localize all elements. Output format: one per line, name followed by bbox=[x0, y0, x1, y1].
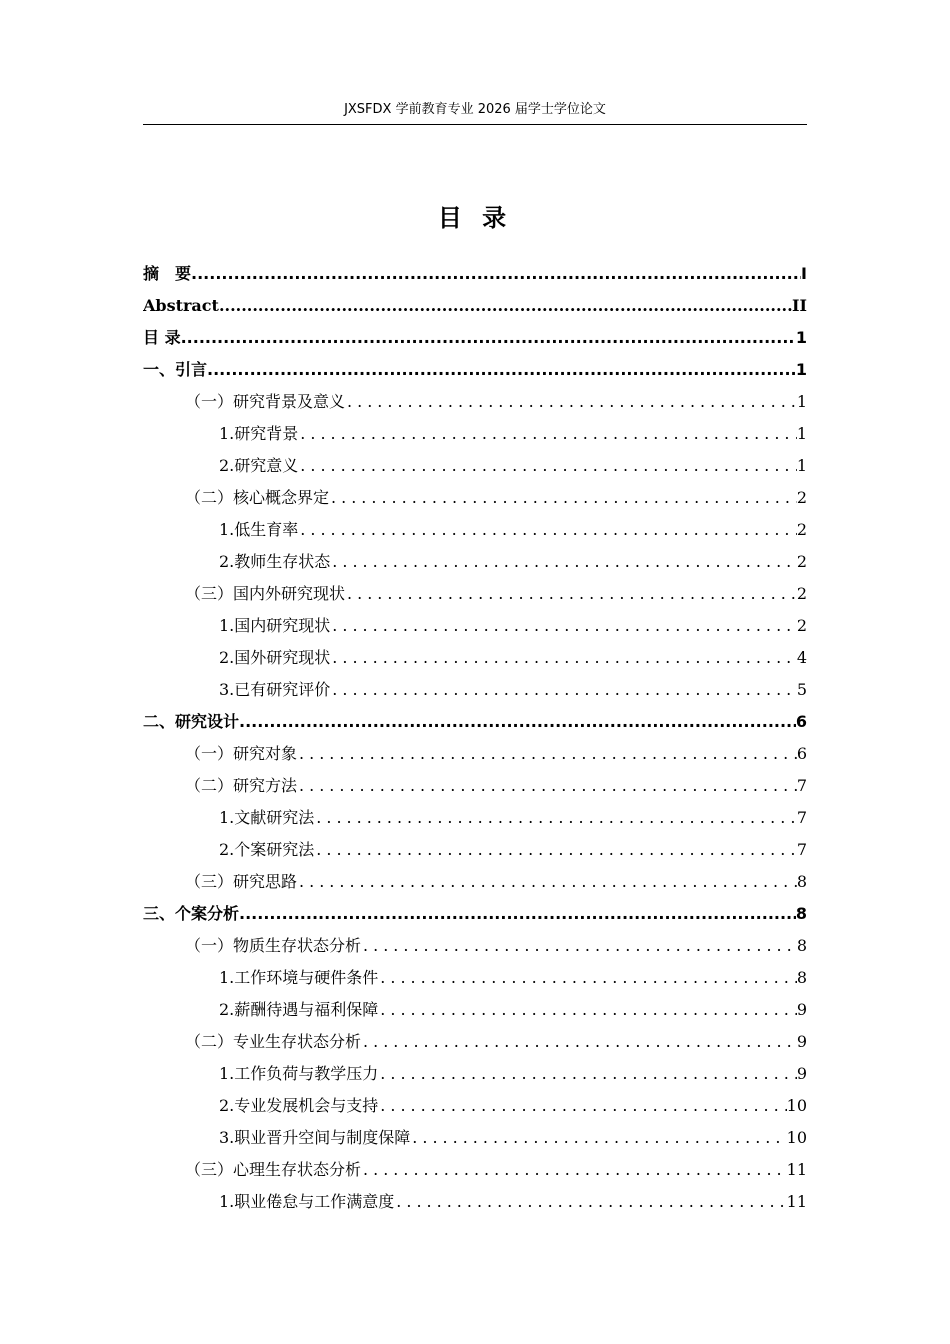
toc-entry-page: 2 bbox=[796, 520, 807, 539]
toc-entry-subsection[interactable] bbox=[143, 962, 807, 994]
toc-entry-page: 11 bbox=[786, 1192, 807, 1211]
toc-entry-section[interactable] bbox=[143, 738, 807, 770]
toc-entry-section[interactable] bbox=[143, 866, 807, 898]
toc-leader-dots bbox=[314, 834, 797, 866]
toc-entry-page: 1 bbox=[796, 456, 807, 475]
toc-entry-label: （一）物质生存状态分析 bbox=[185, 936, 362, 955]
table-of-contents bbox=[143, 258, 807, 1218]
toc-leader-dots bbox=[361, 1154, 787, 1186]
toc-entry-label: 1.文献研究法 bbox=[219, 808, 315, 827]
toc-entry-page: 1 bbox=[795, 360, 807, 379]
toc-entry-chapter-2[interactable] bbox=[143, 706, 807, 738]
toc-entry-page: 2 bbox=[796, 616, 807, 635]
toc-leader-dots bbox=[330, 642, 797, 674]
toc-entry-subsection[interactable] bbox=[143, 1058, 807, 1090]
toc-entry-label: 一、引言 bbox=[143, 360, 208, 379]
toc-entry-subsection[interactable] bbox=[143, 546, 807, 578]
toc-entry-label: 1.职业倦怠与工作满意度 bbox=[219, 1192, 395, 1211]
toc-entry-label: （二）专业生存状态分析 bbox=[185, 1032, 362, 1051]
toc-leader-dots bbox=[207, 354, 796, 386]
toc-entry-label: （三）国内外研究现状 bbox=[185, 584, 346, 603]
toc-entry-label: 2.国外研究现状 bbox=[219, 648, 331, 667]
toc-entry-section[interactable] bbox=[143, 1154, 807, 1186]
toc-entry-subsection[interactable] bbox=[143, 994, 807, 1026]
toc-entry-page: 8 bbox=[796, 936, 807, 955]
toc-leader-dots bbox=[181, 322, 796, 354]
toc-leader-dots bbox=[361, 930, 797, 962]
toc-entry-page: 7 bbox=[796, 808, 807, 827]
toc-entry-page: 2 bbox=[796, 552, 807, 571]
toc-entry-page: 9 bbox=[796, 1064, 807, 1083]
toc-entry-subsection[interactable] bbox=[143, 834, 807, 866]
toc-entry-label: 3.职业晋升空间与制度保障 bbox=[219, 1128, 411, 1147]
toc-leader-dots bbox=[297, 770, 797, 802]
toc-leader-dots bbox=[330, 674, 797, 706]
toc-entry-page: 1 bbox=[795, 328, 807, 347]
toc-entry-page: II bbox=[792, 296, 807, 315]
toc-title: 目 录 bbox=[437, 204, 513, 232]
toc-entry-subsection[interactable] bbox=[143, 802, 807, 834]
toc-entry-page: 2 bbox=[796, 584, 807, 603]
toc-entry-subsection[interactable] bbox=[143, 674, 807, 706]
toc-entry-label: 3.已有研究评价 bbox=[219, 680, 331, 699]
toc-leader-dots bbox=[410, 1122, 786, 1154]
toc-leader-dots bbox=[345, 578, 797, 610]
running-header: JXSFDX 学前教育专业 2026 届学士学位论文 bbox=[344, 102, 606, 117]
toc-entry-label: 1.工作环境与硬件条件 bbox=[219, 968, 379, 987]
toc-leader-dots bbox=[239, 898, 796, 930]
toc-leader-dots bbox=[330, 546, 797, 578]
toc-entry-label: 目 录 bbox=[143, 328, 181, 347]
toc-entry-abstract-cn[interactable] bbox=[143, 258, 807, 290]
toc-leader-dots bbox=[297, 866, 797, 898]
toc-entry-page: 7 bbox=[796, 776, 807, 795]
toc-entry-label: 1.工作负荷与教学压力 bbox=[219, 1064, 379, 1083]
toc-entry-page: 4 bbox=[796, 648, 807, 667]
toc-entry-page: 5 bbox=[796, 680, 807, 699]
toc-entry-page: 8 bbox=[795, 904, 807, 923]
toc-entry-page: I bbox=[801, 264, 807, 283]
toc-entry-page: 2 bbox=[796, 488, 807, 507]
toc-entry-label: （三）心理生存状态分析 bbox=[185, 1160, 362, 1179]
toc-leader-dots bbox=[298, 514, 797, 546]
toc-entry-label: 1.国内研究现状 bbox=[219, 616, 331, 635]
toc-entry-label: （二）研究方法 bbox=[185, 776, 298, 795]
toc-leader-dots bbox=[378, 1058, 797, 1090]
toc-entry-label: 1.研究背景 bbox=[219, 424, 299, 443]
toc-entry-label: 1.低生育率 bbox=[219, 520, 299, 539]
toc-entry-page: 8 bbox=[796, 968, 807, 987]
toc-entry-page: 6 bbox=[795, 712, 807, 731]
toc-entry-page: 6 bbox=[796, 744, 807, 763]
toc-leader-dots bbox=[329, 482, 797, 514]
toc-entry-chapter-3[interactable] bbox=[143, 898, 807, 930]
toc-leader-dots bbox=[378, 962, 797, 994]
toc-entry-section[interactable] bbox=[143, 1026, 807, 1058]
toc-entry-section[interactable] bbox=[143, 386, 807, 418]
toc-leader-dots bbox=[330, 610, 797, 642]
toc-leader-dots bbox=[298, 418, 797, 450]
toc-entry-label: 2.教师生存状态 bbox=[219, 552, 331, 571]
toc-entry-subsection[interactable] bbox=[143, 1090, 807, 1122]
toc-leader-dots bbox=[361, 1026, 797, 1058]
toc-entry-label: （二）核心概念界定 bbox=[185, 488, 330, 507]
header-rule bbox=[143, 124, 807, 125]
toc-entry-abstract-en[interactable] bbox=[143, 290, 807, 322]
toc-entry-page: 10 bbox=[786, 1128, 807, 1147]
toc-entry-label: 二、研究设计 bbox=[143, 712, 240, 731]
toc-entry-page: 1 bbox=[796, 392, 807, 411]
toc-entry-section[interactable] bbox=[143, 930, 807, 962]
toc-entry-subsection[interactable] bbox=[143, 1122, 807, 1154]
toc-entry-subsection[interactable] bbox=[143, 418, 807, 450]
toc-entry-label: （一）研究对象 bbox=[185, 744, 298, 763]
toc-leader-dots bbox=[191, 258, 801, 290]
toc-entry-label: 2.研究意义 bbox=[219, 456, 299, 475]
toc-entry-page: 7 bbox=[796, 840, 807, 859]
toc-entry-page: 9 bbox=[796, 1000, 807, 1019]
toc-entry-subsection[interactable] bbox=[143, 450, 807, 482]
toc-entry-section[interactable] bbox=[143, 770, 807, 802]
toc-entry-label: （三）研究思路 bbox=[185, 872, 298, 891]
toc-entry-subsection[interactable] bbox=[143, 642, 807, 674]
toc-entry-section[interactable] bbox=[143, 482, 807, 514]
toc-entry-label: 2.薪酬待遇与福利保障 bbox=[219, 1000, 379, 1019]
toc-entry-subsection[interactable] bbox=[143, 1186, 807, 1218]
toc-entry-page: 11 bbox=[786, 1160, 807, 1179]
toc-entry-label: 2.专业发展机会与支持 bbox=[219, 1096, 379, 1115]
toc-leader-dots bbox=[378, 994, 797, 1026]
toc-entry-page: 10 bbox=[786, 1096, 807, 1115]
toc-entry-label: 摘 要 bbox=[143, 264, 192, 283]
toc-entry-subsection[interactable] bbox=[143, 610, 807, 642]
toc-entry-label: Abstract bbox=[143, 296, 219, 315]
toc-entry-page: 8 bbox=[796, 872, 807, 891]
toc-leader-dots bbox=[394, 1186, 786, 1218]
toc-entry-label: 2.个案研究法 bbox=[219, 840, 315, 859]
toc-leader-dots bbox=[297, 738, 797, 770]
toc-entry-chapter-1[interactable] bbox=[143, 354, 807, 386]
toc-leader-dots bbox=[298, 450, 797, 482]
toc-entry-label: （一）研究背景及意义 bbox=[185, 392, 346, 411]
toc-leader-dots bbox=[345, 386, 797, 418]
toc-entry-contents[interactable] bbox=[143, 322, 807, 354]
toc-entry-label: 三、个案分析 bbox=[143, 904, 240, 923]
toc-leader-dots bbox=[378, 1090, 786, 1122]
toc-entry-subsection[interactable] bbox=[143, 514, 807, 546]
toc-leader-dots bbox=[219, 290, 792, 322]
toc-entry-page: 1 bbox=[796, 424, 807, 443]
toc-leader-dots bbox=[239, 706, 796, 738]
toc-entry-section[interactable] bbox=[143, 578, 807, 610]
toc-entry-page: 9 bbox=[796, 1032, 807, 1051]
toc-leader-dots bbox=[314, 802, 797, 834]
